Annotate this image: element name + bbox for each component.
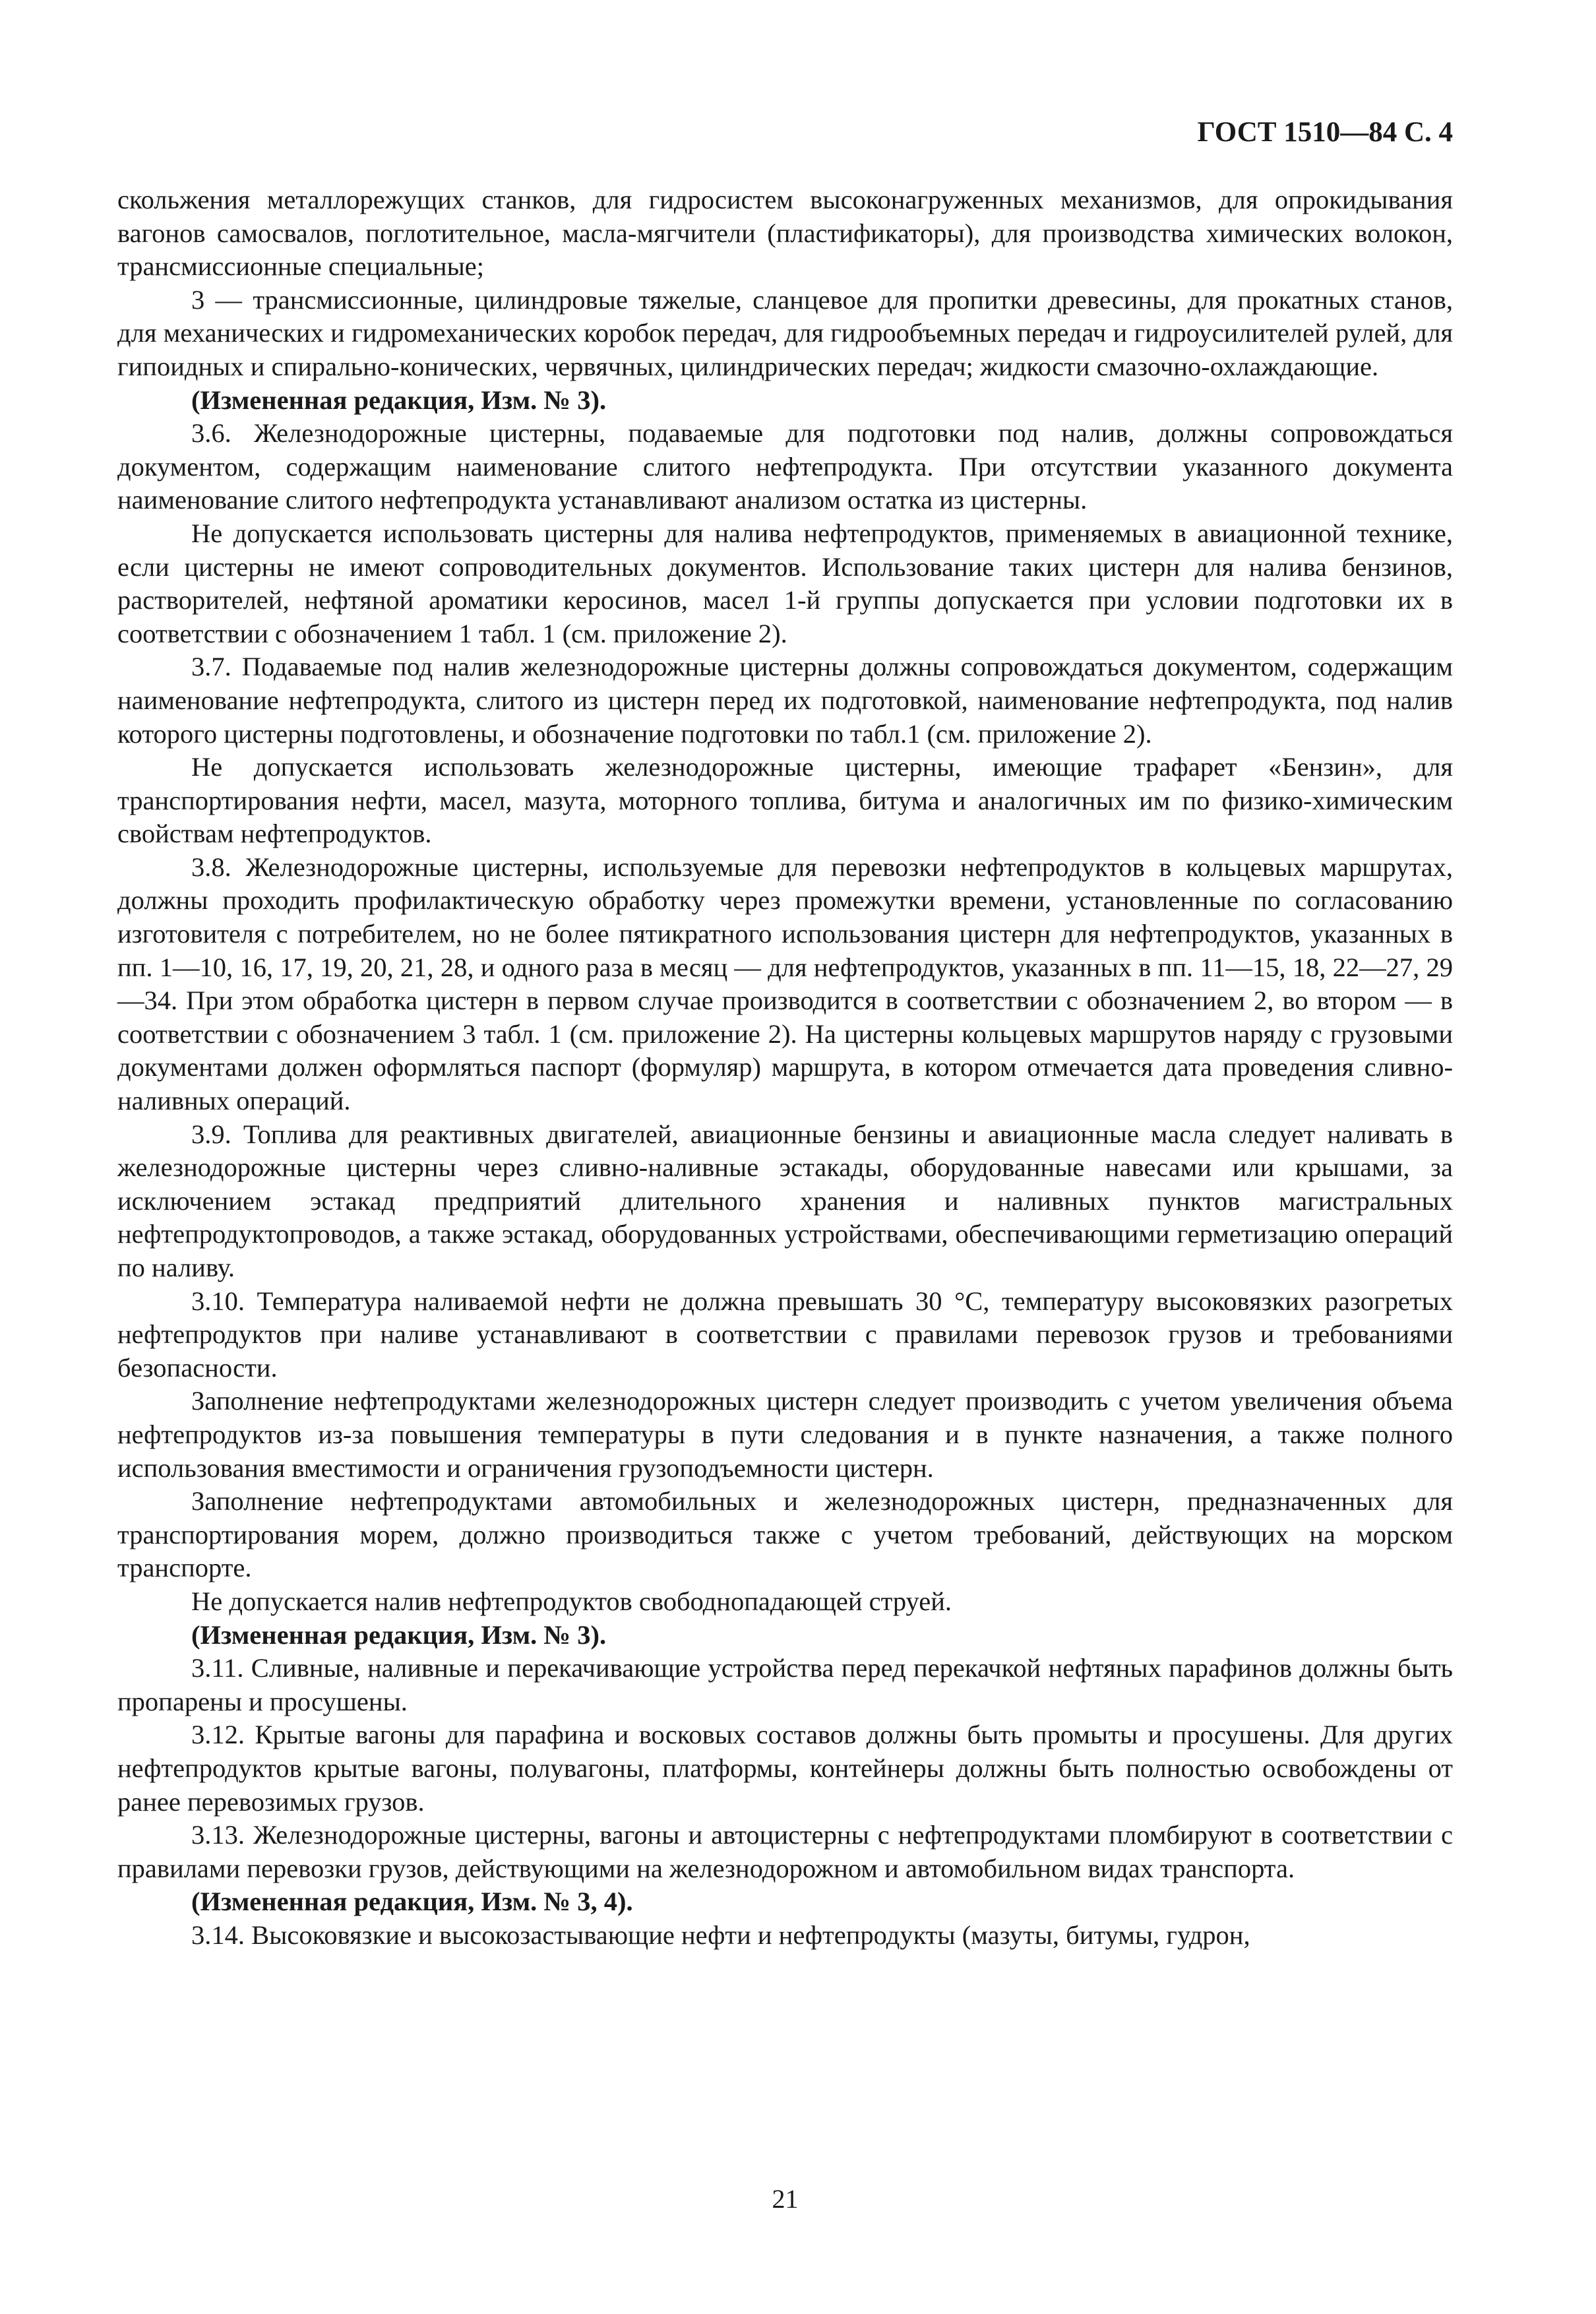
paragraph: 3.9. Топлива для реактивных двигателей, авиационные бензины и авиационные масла следует наливать в железнодорожные цистерны через сливно-наливные эстакады, оборудованные навесами или крышами, за исключением эстакад предприятий длительного хранения и наливных пунктов магистральных нефтепродуктопроводов, а также эстакад, оборудованных устройствами, обеспечивающими герметизацию операций по наливу. bbox=[117, 1119, 1453, 1282]
paragraph: 3.7. Подаваемые под налив железнодорожные цистерны должны сопровождаться документом, содержащим наименование нефтепродукта, слитого из цистерн перед их подготовкой, наименование нефтепродукта, под налив которого цистерны подготовлены, и обозначение подготовки по табл.1 (см. приложение 2). bbox=[117, 652, 1453, 749]
paragraph: 3.6. Железнодорожные цистерны, подаваемые для подготовки под налив, должны сопровождаться документом, содержащим наименование слитого нефтепродукта. При отсутствии указанного документа наименование слитого нефтепродукта устанавливают анализом остатка из цистерны. bbox=[117, 418, 1453, 515]
paragraph: 3.11. Сливные, наливные и перекачивающие устройства перед перекачкой нефтяных парафинов должны быть пропарены и просушены. bbox=[117, 1653, 1453, 1716]
amendment-note: (Измененная редакция, Изм. № 3). bbox=[191, 1619, 607, 1650]
paragraph: 3.8. Железнодорожные цистерны, используемые для перевозки нефтепродуктов в кольцевых маршрутах, должны проходить профилактическую обработку через промежутки времени, установленные по согласованию изготовителя с потребителем, но не более пятикратного использования цистерн для нефтепродуктов, указанных в пп. 1—10, 16, 17, 19, 20, 21, 28, и одного раза в месяц — для нефтепродуктов, указанных в пп. 11—15, 18, 22—27, 29—34. При этом обработка цистерн в первом случае производится в соответствии с обозначением 2, во втором — в соответствии с обозначением 3 табл. 1 (см. приложение 2). На цистерны кольцевых маршрутов наряду с грузовыми документами должен оформляться паспорт (формуляр) маршрута, в котором отмечается дата проведения сливно-наливных операций. bbox=[117, 852, 1453, 1116]
page-header: ГОСТ 1510—84 С. 4 bbox=[1197, 117, 1453, 148]
paragraph: Не допускается использовать железнодорожные цистерны, имеющие трафарет «Бензин», для транспортирования нефти, масел, мазута, моторного топлива, битума и аналогичных им по физико-химическим свойствам нефтепродуктов. bbox=[117, 752, 1453, 849]
paragraph: скольжения металлорежущих станков, для гидросистем высоконагруженных механизмов, для опрокидывания вагонов самосвалов, поглотительное, масла-мягчители (пластификаторы), для производства химических волокон, трансмиссионные специальные; bbox=[117, 185, 1453, 282]
amendment-note: (Измененная редакция, Изм. № 3). bbox=[191, 385, 607, 415]
page-number: 21 bbox=[772, 2184, 799, 2214]
paragraph: 3.10. Температура наливаемой нефти не должна превышать 30 °С, температуру высоковязких разогретых нефтепродуктов при наливе устанавливают в соответствии с правилами перевозок грузов и требованиями безопасности. bbox=[117, 1286, 1453, 1383]
paragraph: 3.14. Высоковязкие и высокозастывающие нефти и нефтепродукты (мазуты, битумы, гудрон, bbox=[191, 1920, 1250, 1950]
document-body bbox=[117, 183, 1453, 1952]
paragraph: 3.12. Крытые вагоны для парафина и восковых составов должны быть промыты и просушены. Для других нефтепродуктов крытые вагоны, полувагоны, платформы, контейнеры должны быть полностью освобождены от ранее перевозимых грузов. bbox=[117, 1720, 1453, 1817]
paragraph: Заполнение нефтепродуктами железнодорожных цистерн следует производить с учетом увеличения объема нефтепродуктов из-за повышения температуры в пути следования и в пункте назначения, а также полного использования вместимости и ограничения грузоподъемности цистерн. bbox=[117, 1386, 1453, 1483]
paragraph: 3.13. Железнодорожные цистерны, вагоны и автоцистерны с нефтепродуктами пломбируют в соответствии с правилами перевозки грузов, действующими на железнодорожном и автомобильном видах транспорта. bbox=[117, 1820, 1453, 1883]
paragraph: Не допускается налив нефтепродуктов свободнопадающей струей. bbox=[191, 1586, 952, 1616]
paragraph: Заполнение нефтепродуктами автомобильных и железнодорожных цистерн, предназначенных для транспортирования морем, должно производиться также с учетом требований, действующих на морском транспорте. bbox=[117, 1486, 1453, 1583]
paragraph: Не допускается использовать цистерны для налива нефтепродуктов, применяемых в авиационной технике, если цистерны не имеют сопроводительных документов. Использование таких цистерн для налива бензинов, растворителей, нефтяной ароматики керосинов, масел 1-й группы допускается при условии подготовки их в соответствии с обозначением 1 табл. 1 (см. приложение 2). bbox=[117, 518, 1453, 648]
amendment-note: (Измененная редакция, Изм. № 3, 4). bbox=[191, 1887, 633, 1917]
paragraph: 3 — трансмиссионные, цилиндровые тяжелые, сланцевое для пропитки древесины, для прокатных станов, для механических и гидромеханических коробок передач, для гидрообъемных передач и гидроусилителей рулей, для гипоидных и спирально-конических, червячных, цилиндрических передач; жидкости смазочно-охлаждающие. bbox=[117, 284, 1453, 381]
